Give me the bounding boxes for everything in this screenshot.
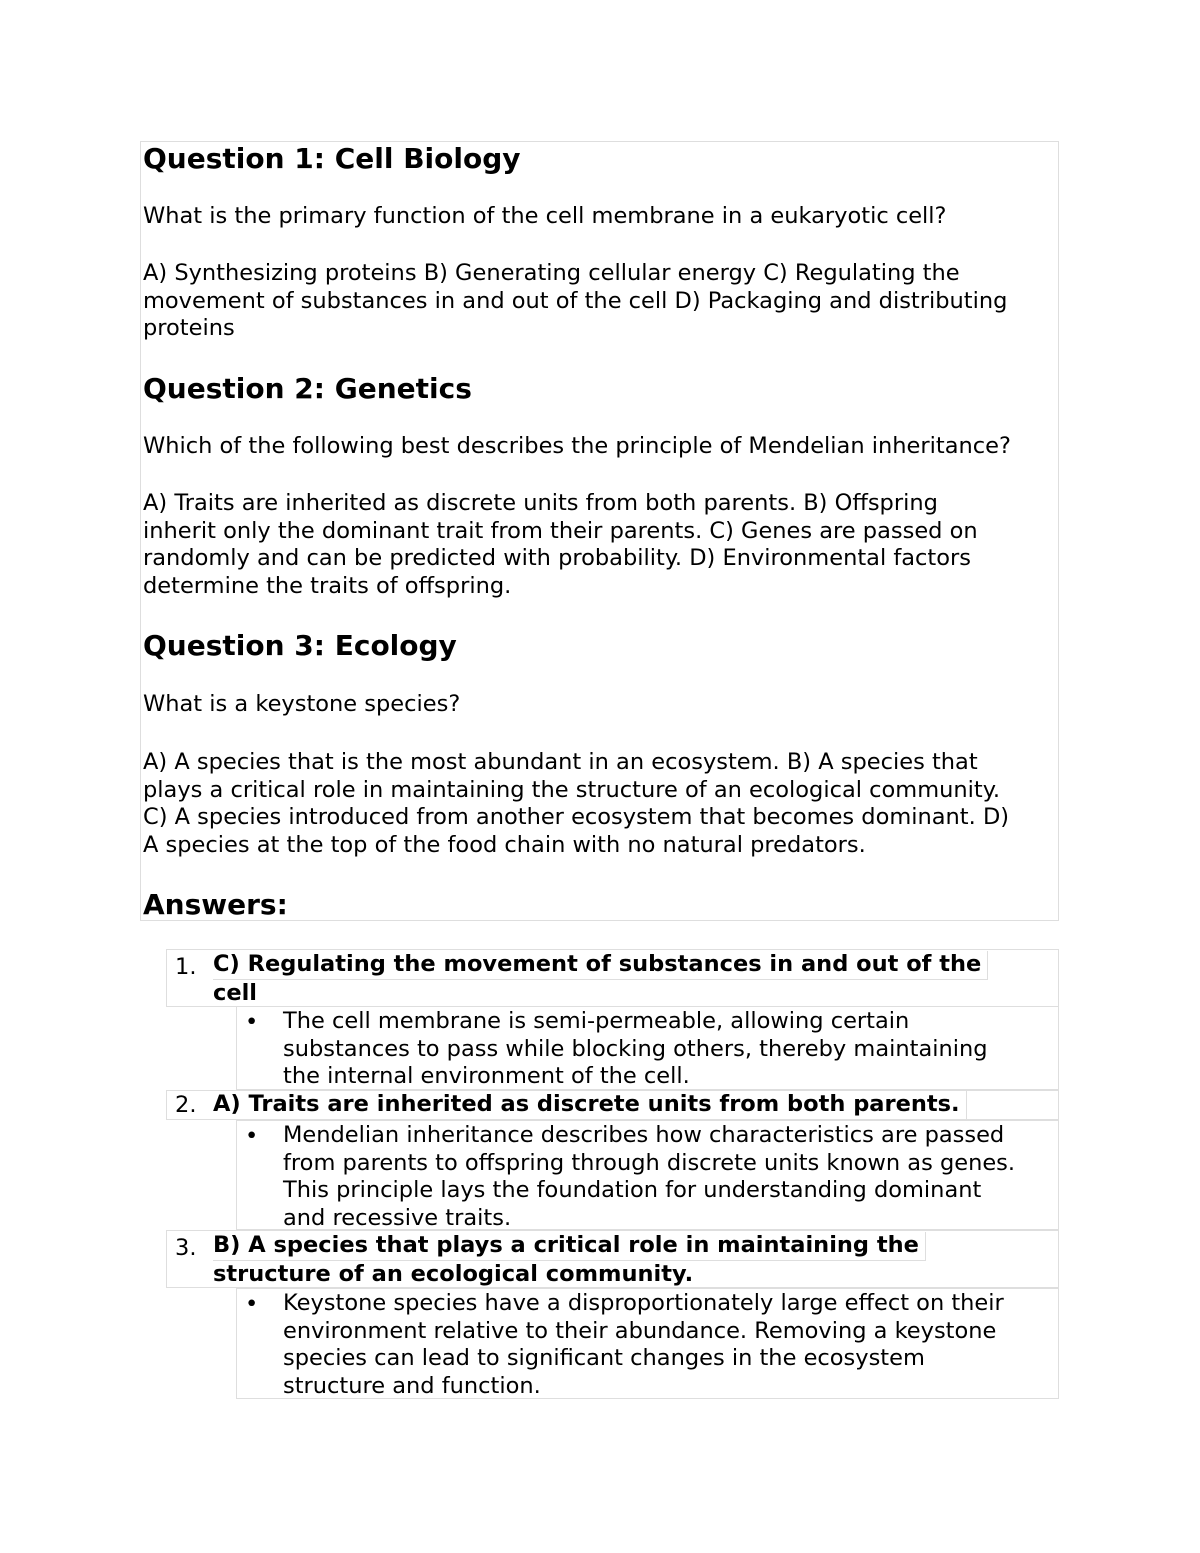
options-line: A species at the top of the food chain with no natural predators. <box>143 831 866 858</box>
explanation-line: The cell membrane is semi-permeable, allowing certain <box>283 1008 910 1034</box>
options-line: inherit only the dominant trait from their parents. C) Genes are passed on <box>143 517 978 544</box>
explanation-line: Keystone species have a disproportionately large effect on their <box>283 1290 1004 1316</box>
answer-2-title <box>213 1091 967 1120</box>
question-2-heading: Question 2: Genetics <box>143 372 472 405</box>
explanation-line: the internal environment of the cell. <box>283 1063 690 1089</box>
explanation-line: substances to pass while blocking others, thereby maintaining <box>283 1035 988 1062</box>
options-line: determine the traits of offspring. <box>143 572 512 599</box>
answer-2-explanation-text <box>283 1122 1015 1232</box>
options-line: proteins <box>143 315 235 341</box>
options-line: C) A species introduced from another ecosystem that becomes dominant. D) <box>143 804 1010 830</box>
question-2-options <box>143 490 1055 600</box>
answer-title-line: cell <box>213 979 258 1006</box>
answer-3-explanation-text <box>283 1290 1004 1400</box>
bullet-icon: • <box>245 1291 259 1317</box>
explanation-line: Mendelian inheritance describes how characteristics are passed <box>283 1122 1005 1148</box>
answer-2-item <box>166 1090 1059 1120</box>
question-3-heading: Question 3: Ecology <box>143 629 457 662</box>
answer-title-line: A) Traits are inherited as discrete units from both parents. <box>213 1091 967 1120</box>
question-1-options <box>143 260 1055 343</box>
explanation-line: species can lead to significant changes in the ecosystem <box>283 1345 925 1371</box>
explanation-line: from parents to offspring through discrete units known as genes. <box>283 1149 1016 1176</box>
answer-3-title <box>213 1232 926 1288</box>
questions-section <box>140 141 1059 921</box>
bullet-icon: • <box>245 1009 259 1035</box>
answer-1-explanation-text <box>283 1008 988 1091</box>
answer-3-explanation <box>236 1288 1059 1399</box>
answer-2-number: 2. <box>175 1092 197 1118</box>
bullet-icon: • <box>245 1123 259 1149</box>
answer-title-line: structure of an ecological community. <box>213 1260 694 1287</box>
options-line: randomly and can be predicted with probability. D) Environmental factors <box>143 545 971 571</box>
answer-3-item <box>166 1230 1059 1288</box>
answer-title-line: C) Regulating the movement of substances in and out of the <box>213 951 988 980</box>
answers-heading: Answers: <box>143 888 288 921</box>
explanation-line: structure and function. <box>283 1372 541 1399</box>
question-1-prompt: What is the primary function of the cell membrane in a eukaryotic cell? <box>143 203 947 229</box>
options-line: plays a critical role in maintaining the structure of an ecological community. <box>143 776 1000 803</box>
options-line: A) Synthesizing proteins B) Generating cellular energy C) Regulating the <box>143 260 960 286</box>
options-line: A) A species that is the most abundant in an ecosystem. B) A species that <box>143 749 978 775</box>
question-3-prompt: What is a keystone species? <box>143 691 461 717</box>
answer-3-number: 3. <box>175 1235 197 1261</box>
explanation-line: environment relative to their abundance. Removing a keystone <box>283 1317 997 1344</box>
answer-2-explanation <box>236 1120 1059 1230</box>
question-1-heading: Question 1: Cell Biology <box>143 142 521 175</box>
answer-1-number: 1. <box>175 954 197 980</box>
question-3-options <box>143 749 1055 859</box>
answer-1-explanation <box>236 1006 1059 1090</box>
answer-title-line: B) A species that plays a critical role in maintaining the <box>213 1232 926 1261</box>
explanation-line: and recessive traits. <box>283 1204 512 1231</box>
options-line: A) Traits are inherited as discrete units from both parents. B) Offspring <box>143 490 938 516</box>
answer-1-item <box>166 949 1059 1007</box>
options-line: movement of substances in and out of the cell D) Packaging and distributing <box>143 287 1008 314</box>
question-2-prompt: Which of the following best describes the principle of Mendelian inheritance? <box>143 433 1011 459</box>
answer-1-title <box>213 951 988 1007</box>
explanation-line: This principle lays the foundation for understanding dominant <box>283 1177 982 1203</box>
